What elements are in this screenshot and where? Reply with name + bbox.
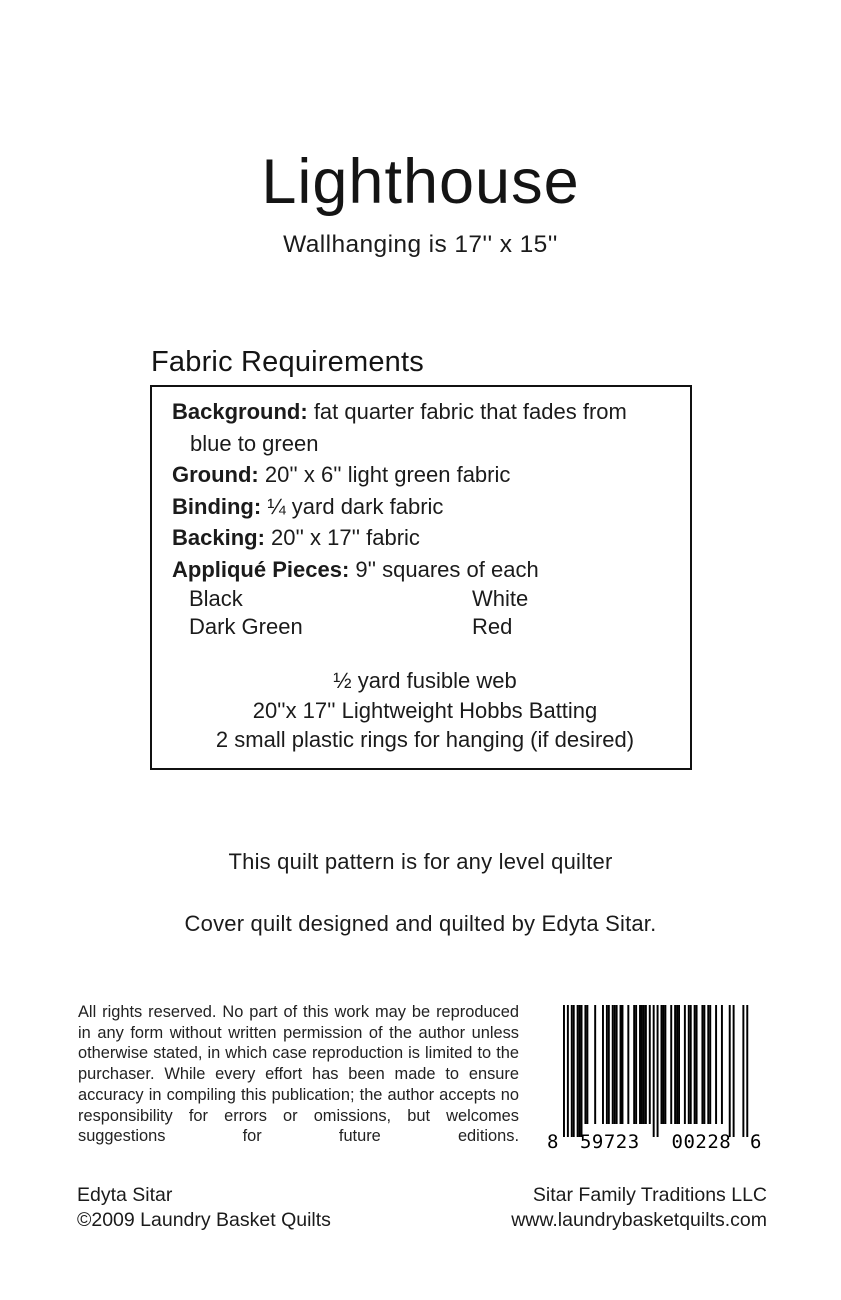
fabric-requirements-heading: Fabric Requirements xyxy=(151,346,424,378)
fabric-item-label: Binding: xyxy=(172,493,262,519)
footer-author-block xyxy=(77,1183,331,1232)
fabric-item-label: Ground: xyxy=(172,462,259,487)
publisher-website: www.laundrybasketquilts.com xyxy=(511,1208,767,1231)
applique-color: Black xyxy=(189,586,243,611)
page-title: Lighthouse xyxy=(261,147,580,217)
fabric-item: Ground: 20'' x 6'' light green fabric xyxy=(172,462,511,487)
barcode-digits: 00228 xyxy=(671,1131,732,1152)
applique-color: Red xyxy=(472,614,513,639)
fabric-item-label: Appliqué Pieces: xyxy=(172,556,350,582)
applique-colors-list xyxy=(189,585,678,641)
supply-note: 20''x 17'' Lightweight Hobbs Batting xyxy=(252,697,598,723)
fabric-item: Appliqué Pieces: 9'' squares of each xyxy=(172,556,539,582)
fabric-requirements-section xyxy=(150,346,693,770)
barcode-digits: 6 xyxy=(750,1131,762,1152)
supply-note: 2 small plastic rings for hanging (if desired) xyxy=(215,727,635,752)
fabric-item-label: Background: xyxy=(172,399,308,424)
fabric-item: blue to green xyxy=(190,430,319,456)
copyright-notice: All rights reserved. No part of this work may be reproduced in any form without written permission of the author unless otherwise stated, in which case reproduction is limited to the purchaser. While every effort has been made to ensure accuracy in compiling this publication; the author accepts no responsibility for errors or omissions, but welcomes suggestions for future editions. xyxy=(78,1003,519,1146)
fabric-item: Binding: ¼ yard dark fabric xyxy=(172,493,444,519)
copyright-line: ©2009 Laundry Basket Quilts xyxy=(77,1208,331,1231)
barcode-digits: 59723 xyxy=(579,1131,640,1152)
fabric-item-label: Backing: xyxy=(172,525,265,550)
supply-note: ½ yard fusible web xyxy=(333,668,517,693)
footer-publisher-block xyxy=(511,1183,767,1232)
upc-barcode xyxy=(545,1004,765,1152)
fabric-requirements-box xyxy=(150,385,692,770)
applique-color: White xyxy=(472,586,529,611)
barcode-image xyxy=(545,1004,765,1152)
skill-level-text: This quilt pattern is for any level quilter xyxy=(228,849,613,874)
designer-credit-text: Cover quilt designed and quilted by Edyta Sitar. xyxy=(184,911,657,936)
page-subtitle: Wallhanging is 17'' x 15'' xyxy=(283,231,558,258)
author-name: Edyta Sitar xyxy=(77,1184,173,1206)
applique-color: Dark Green xyxy=(189,614,303,639)
publisher-name: Sitar Family Traditions LLC xyxy=(532,1184,767,1206)
fabric-item: Backing: 20'' x 17'' fabric xyxy=(172,525,420,550)
fabric-items-list xyxy=(172,396,678,585)
barcode-digits: 8 xyxy=(547,1131,559,1152)
fabric-item: Background: fat quarter fabric that fades from xyxy=(172,399,627,424)
supply-notes-list xyxy=(172,666,678,755)
